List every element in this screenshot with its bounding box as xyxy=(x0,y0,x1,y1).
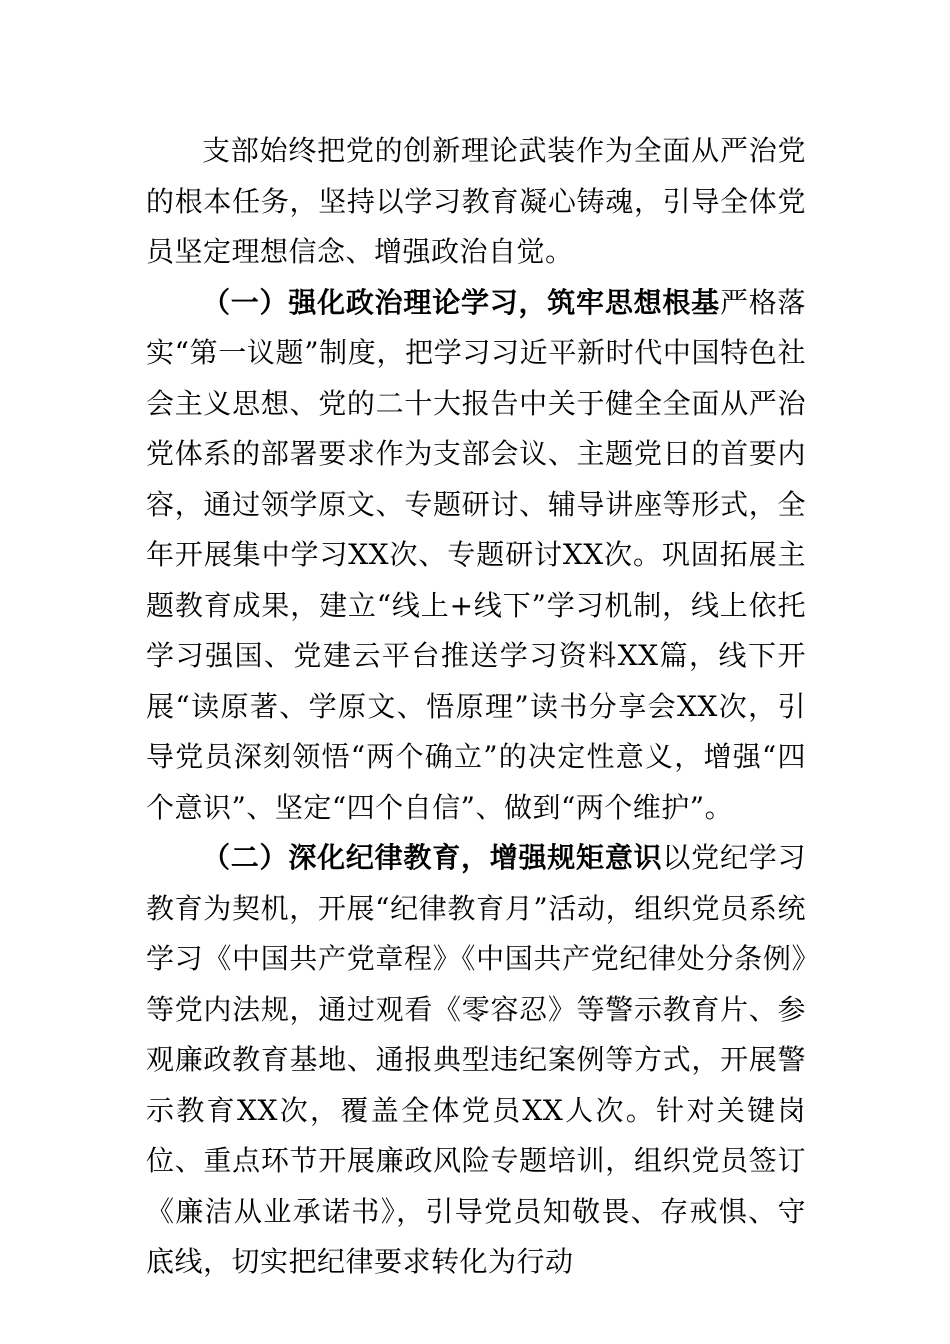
intro-text: 支部始终把党的创新理论武装作为全面从严治党的根本任务，坚持以学习教育凝心铸魂，引导全体党员坚定理想信念、增强政治自觉。 xyxy=(146,134,806,268)
section-2-paragraph xyxy=(146,833,806,1288)
section-1-text: 严格落实“第一议题”制度，把学习习近平新时代中国特色社会主义思想、党的二十大报告中关于健全全面从严治党体系的部署要求作为支部会议、主题党日的首要内容，通过领学原文、专题研讨、辅导讲座等形式，全年开展集中学习XX次、专题研讨XX次。巩固拓展主题教育成果，建立“线上+线下”学习机制，线上依托学习强国、党建云平台推送学习资料XX篇，线下开展“读原著、学原文、悟原理”读书分享会XX次，引导党员深刻领悟“两个确立”的决定性意义，增强“四个意识”、坚定“四个自信”、做到“两个维护”。 xyxy=(146,285,806,824)
section-1-heading: （一）强化政治理论学习，筑牢思想根基 xyxy=(202,285,720,319)
intro-paragraph xyxy=(146,126,806,278)
document-body xyxy=(146,126,806,1288)
section-2-text: 以党纪学习教育为契机，开展“纪律教育月”活动，组织党员系统学习《中国共产党章程》《中国共产党纪律处分条例》等党内法规，通过观看《零容忍》等警示教育片、参观廉政教育基地、通报典型违纪案例等方式，开展警示教育XX次，覆盖全体党员XX人次。针对关键岗位、重点环节开展廉政风险专题培训，组织党员签订《廉洁从业承诺书》，引导党员知敬畏、存戒惧、守底线，切实把纪律要求转化为行动 xyxy=(146,841,806,1278)
section-2-heading: （二）深化纪律教育，增强规矩意识 xyxy=(202,841,663,874)
section-1-paragraph xyxy=(146,278,806,834)
